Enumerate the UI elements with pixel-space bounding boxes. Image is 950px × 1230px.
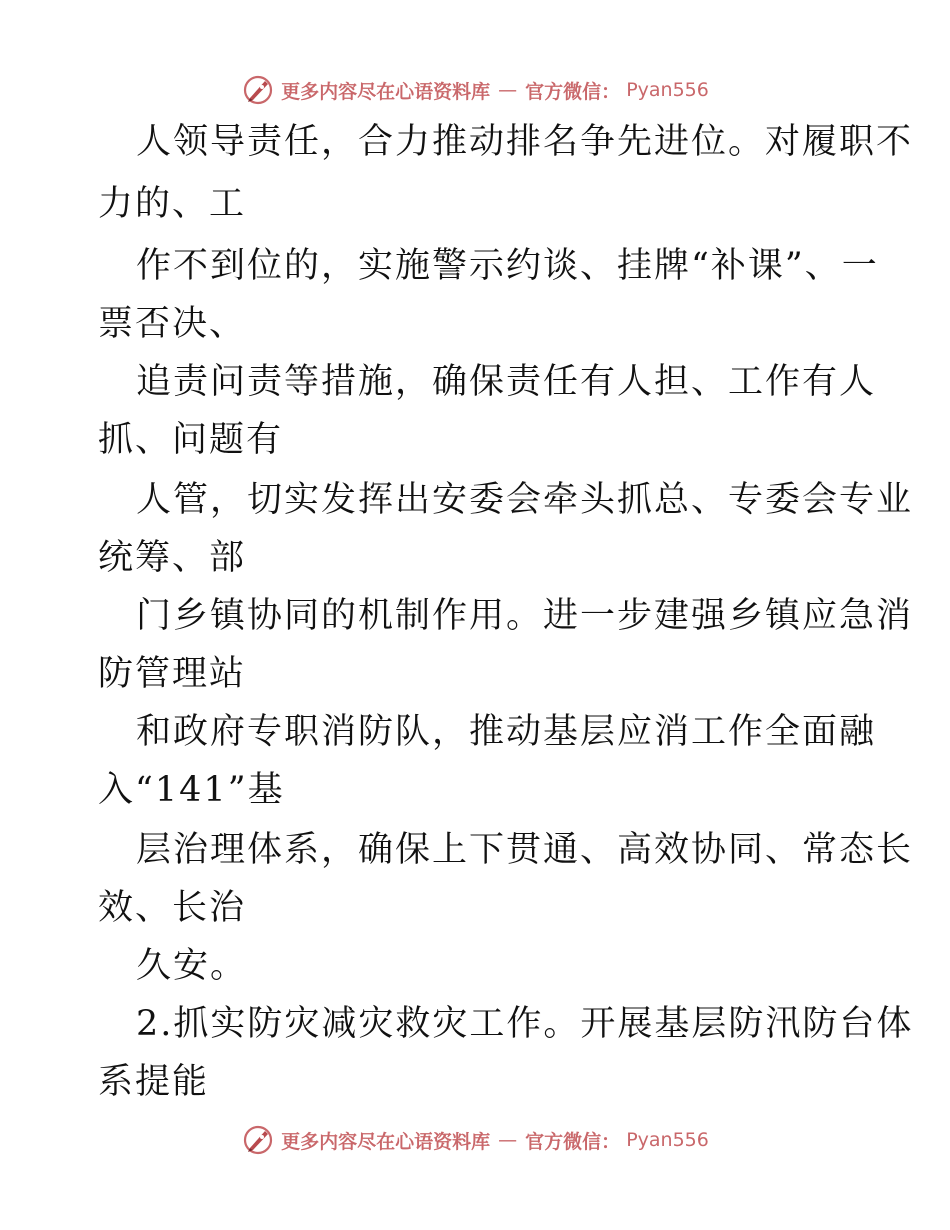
text-line: 防管理站 <box>98 654 247 694</box>
header-watermark <box>0 70 950 110</box>
watermark-brand: 更多内容尽在心语资料库 <box>281 1130 491 1153</box>
text-line: 门乡镇协同的机制作用。进一步建强乡镇应急消 <box>136 596 914 636</box>
text-line: 票否决、 <box>98 304 247 344</box>
watermark-brand: 更多内容尽在心语资料库 <box>281 80 491 103</box>
text-line: 入“141”基 <box>98 770 285 810</box>
text-line: 层治理体系，确保上下贯通、高效协同、常态长 <box>136 830 914 870</box>
quill-pen-logo-icon <box>241 73 275 107</box>
text-line: 追责问责等措施，确保责任有人担、工作有人 <box>136 362 877 402</box>
text-line: 系提能 <box>98 1062 210 1102</box>
text-line: 2.抓实防灾减灾救灾工作。开展基层防汛防台体 <box>136 1004 914 1044</box>
watermark-separator: — <box>498 79 518 101</box>
text-line: 人领导责任，合力推动排名争先进位。对履职不 <box>136 122 914 162</box>
footer-watermark <box>0 1120 950 1160</box>
watermark-id: Pyan556 <box>626 79 709 101</box>
watermark-channel: 官方微信： <box>525 1130 621 1153</box>
text-line: 作不到位的，实施警示约谈、挂牌“补课”、一 <box>136 246 879 286</box>
text-line: 抓、问题有 <box>98 420 284 460</box>
quill-pen-logo-icon <box>241 1123 275 1157</box>
watermark-channel: 官方微信： <box>525 80 621 103</box>
text-line: 统筹、部 <box>98 538 247 578</box>
text-line: 和政府专职消防队，推动基层应消工作全面融 <box>136 712 877 752</box>
text-line: 人管，切实发挥出安委会牵头抓总、专委会专业 <box>136 480 914 520</box>
text-line: 久安。 <box>136 946 248 986</box>
text-line: 力的、工 <box>98 184 247 224</box>
watermark-separator: — <box>498 1129 518 1151</box>
text-line: 效、长治 <box>98 888 247 928</box>
watermark-id: Pyan556 <box>626 1129 709 1151</box>
